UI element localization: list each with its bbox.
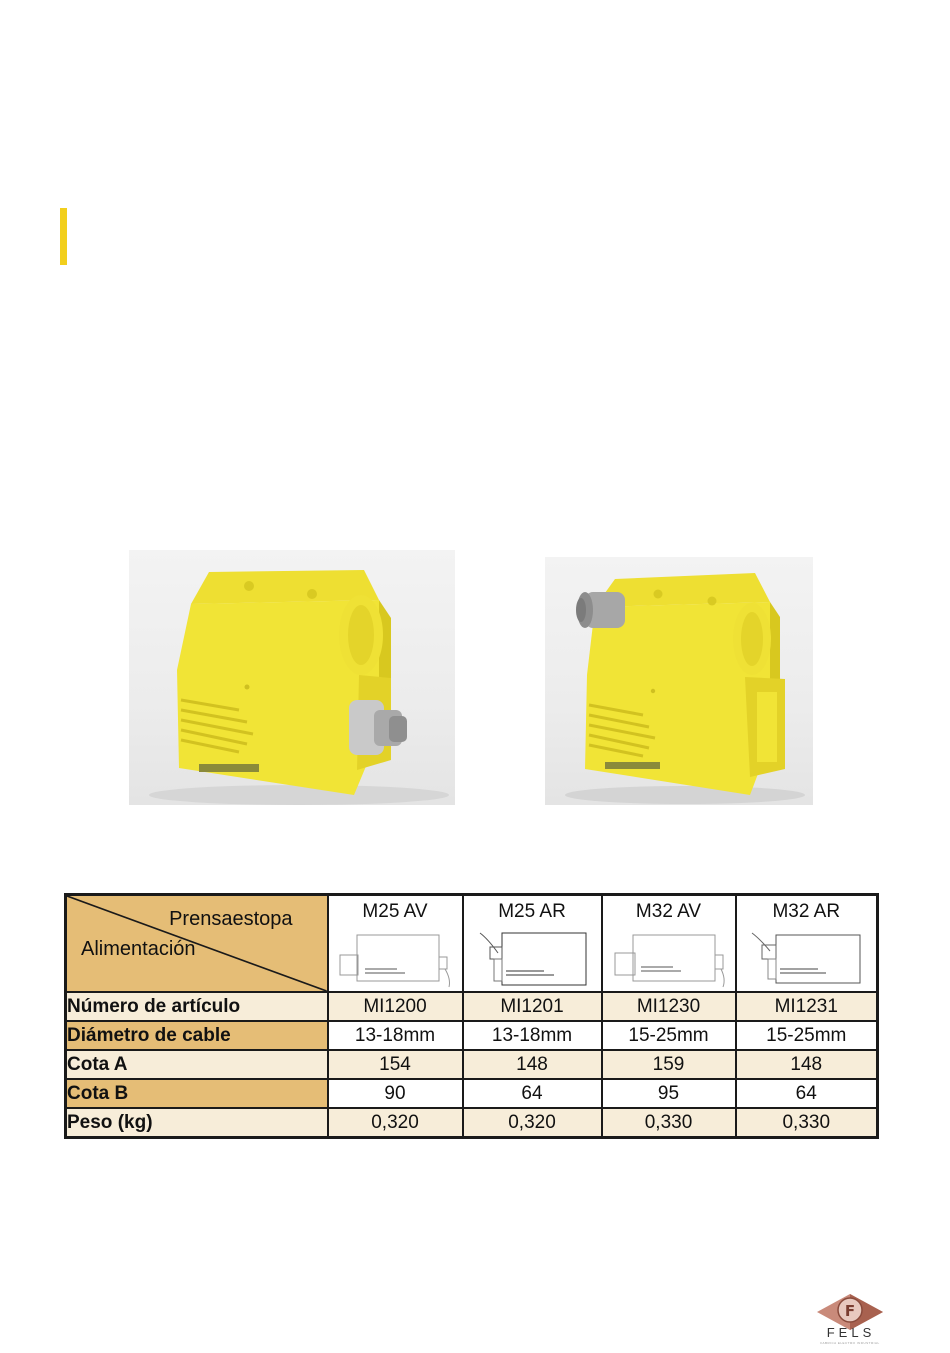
table-row [66,1108,878,1138]
table-row [66,992,878,1021]
model-header-m25-av [328,895,463,993]
table-row [66,1079,878,1108]
model-label: M25 AV [362,901,428,922]
cell-value: 13-18mm [328,1021,463,1050]
logo-letter: F [844,1302,856,1320]
m32-ar-outline-drawing [748,929,864,991]
logo-tagline: FABRICA ELECTRO INDUSTRIAL [820,1341,880,1345]
cell-value: 64 [736,1079,878,1108]
row-label: Cota A [66,1050,328,1079]
cell-value: 15-25mm [602,1021,736,1050]
cell-value: 159 [602,1050,736,1079]
model-header-m32-ar [736,895,878,993]
model-header-m25-ar [463,895,602,993]
table-row [66,1050,878,1079]
model-label: M25 AR [498,901,566,922]
cell-value: 0,320 [463,1108,602,1138]
row-label: Número de artículo [66,992,328,1021]
cell-value: 90 [328,1079,463,1108]
product-photo-rear-gland [545,557,813,805]
cell-value: MI1231 [736,992,878,1021]
cell-value: 0,320 [328,1108,463,1138]
row-label: Cota B [66,1079,328,1108]
m25-ar-outline-drawing [474,929,590,991]
cell-value: MI1200 [328,992,463,1021]
cell-value: 148 [736,1050,878,1079]
cell-value: 95 [602,1079,736,1108]
m32-av-outline-drawing [611,929,727,991]
product-photo-front-gland [129,550,455,805]
cell-value: 154 [328,1050,463,1079]
m25-av-outline-drawing [337,929,453,991]
specification-table [64,893,879,1139]
row-label: Peso (kg) [66,1108,328,1138]
row-label: Diámetro de cable [66,1021,328,1050]
cell-value: 148 [463,1050,602,1079]
cell-value: MI1230 [602,992,736,1021]
corner-label-gland: Prensaestopa [169,908,293,930]
cell-value: 15-25mm [736,1021,878,1050]
model-header-m32-av [602,895,736,993]
model-label: M32 AV [635,901,702,922]
section-accent-bar [60,208,67,265]
cell-value: 64 [463,1079,602,1108]
table-row [66,1021,878,1050]
logo-wordmark: FELS [826,1325,876,1340]
cell-value: 13-18mm [463,1021,602,1050]
cell-value: MI1201 [463,992,602,1021]
cell-value: 0,330 [602,1108,736,1138]
corner-label-supply: Alimentación [81,938,196,960]
model-label: M32 AR [772,901,841,922]
table-corner-header [66,895,328,993]
cell-value: 0,330 [736,1108,878,1138]
